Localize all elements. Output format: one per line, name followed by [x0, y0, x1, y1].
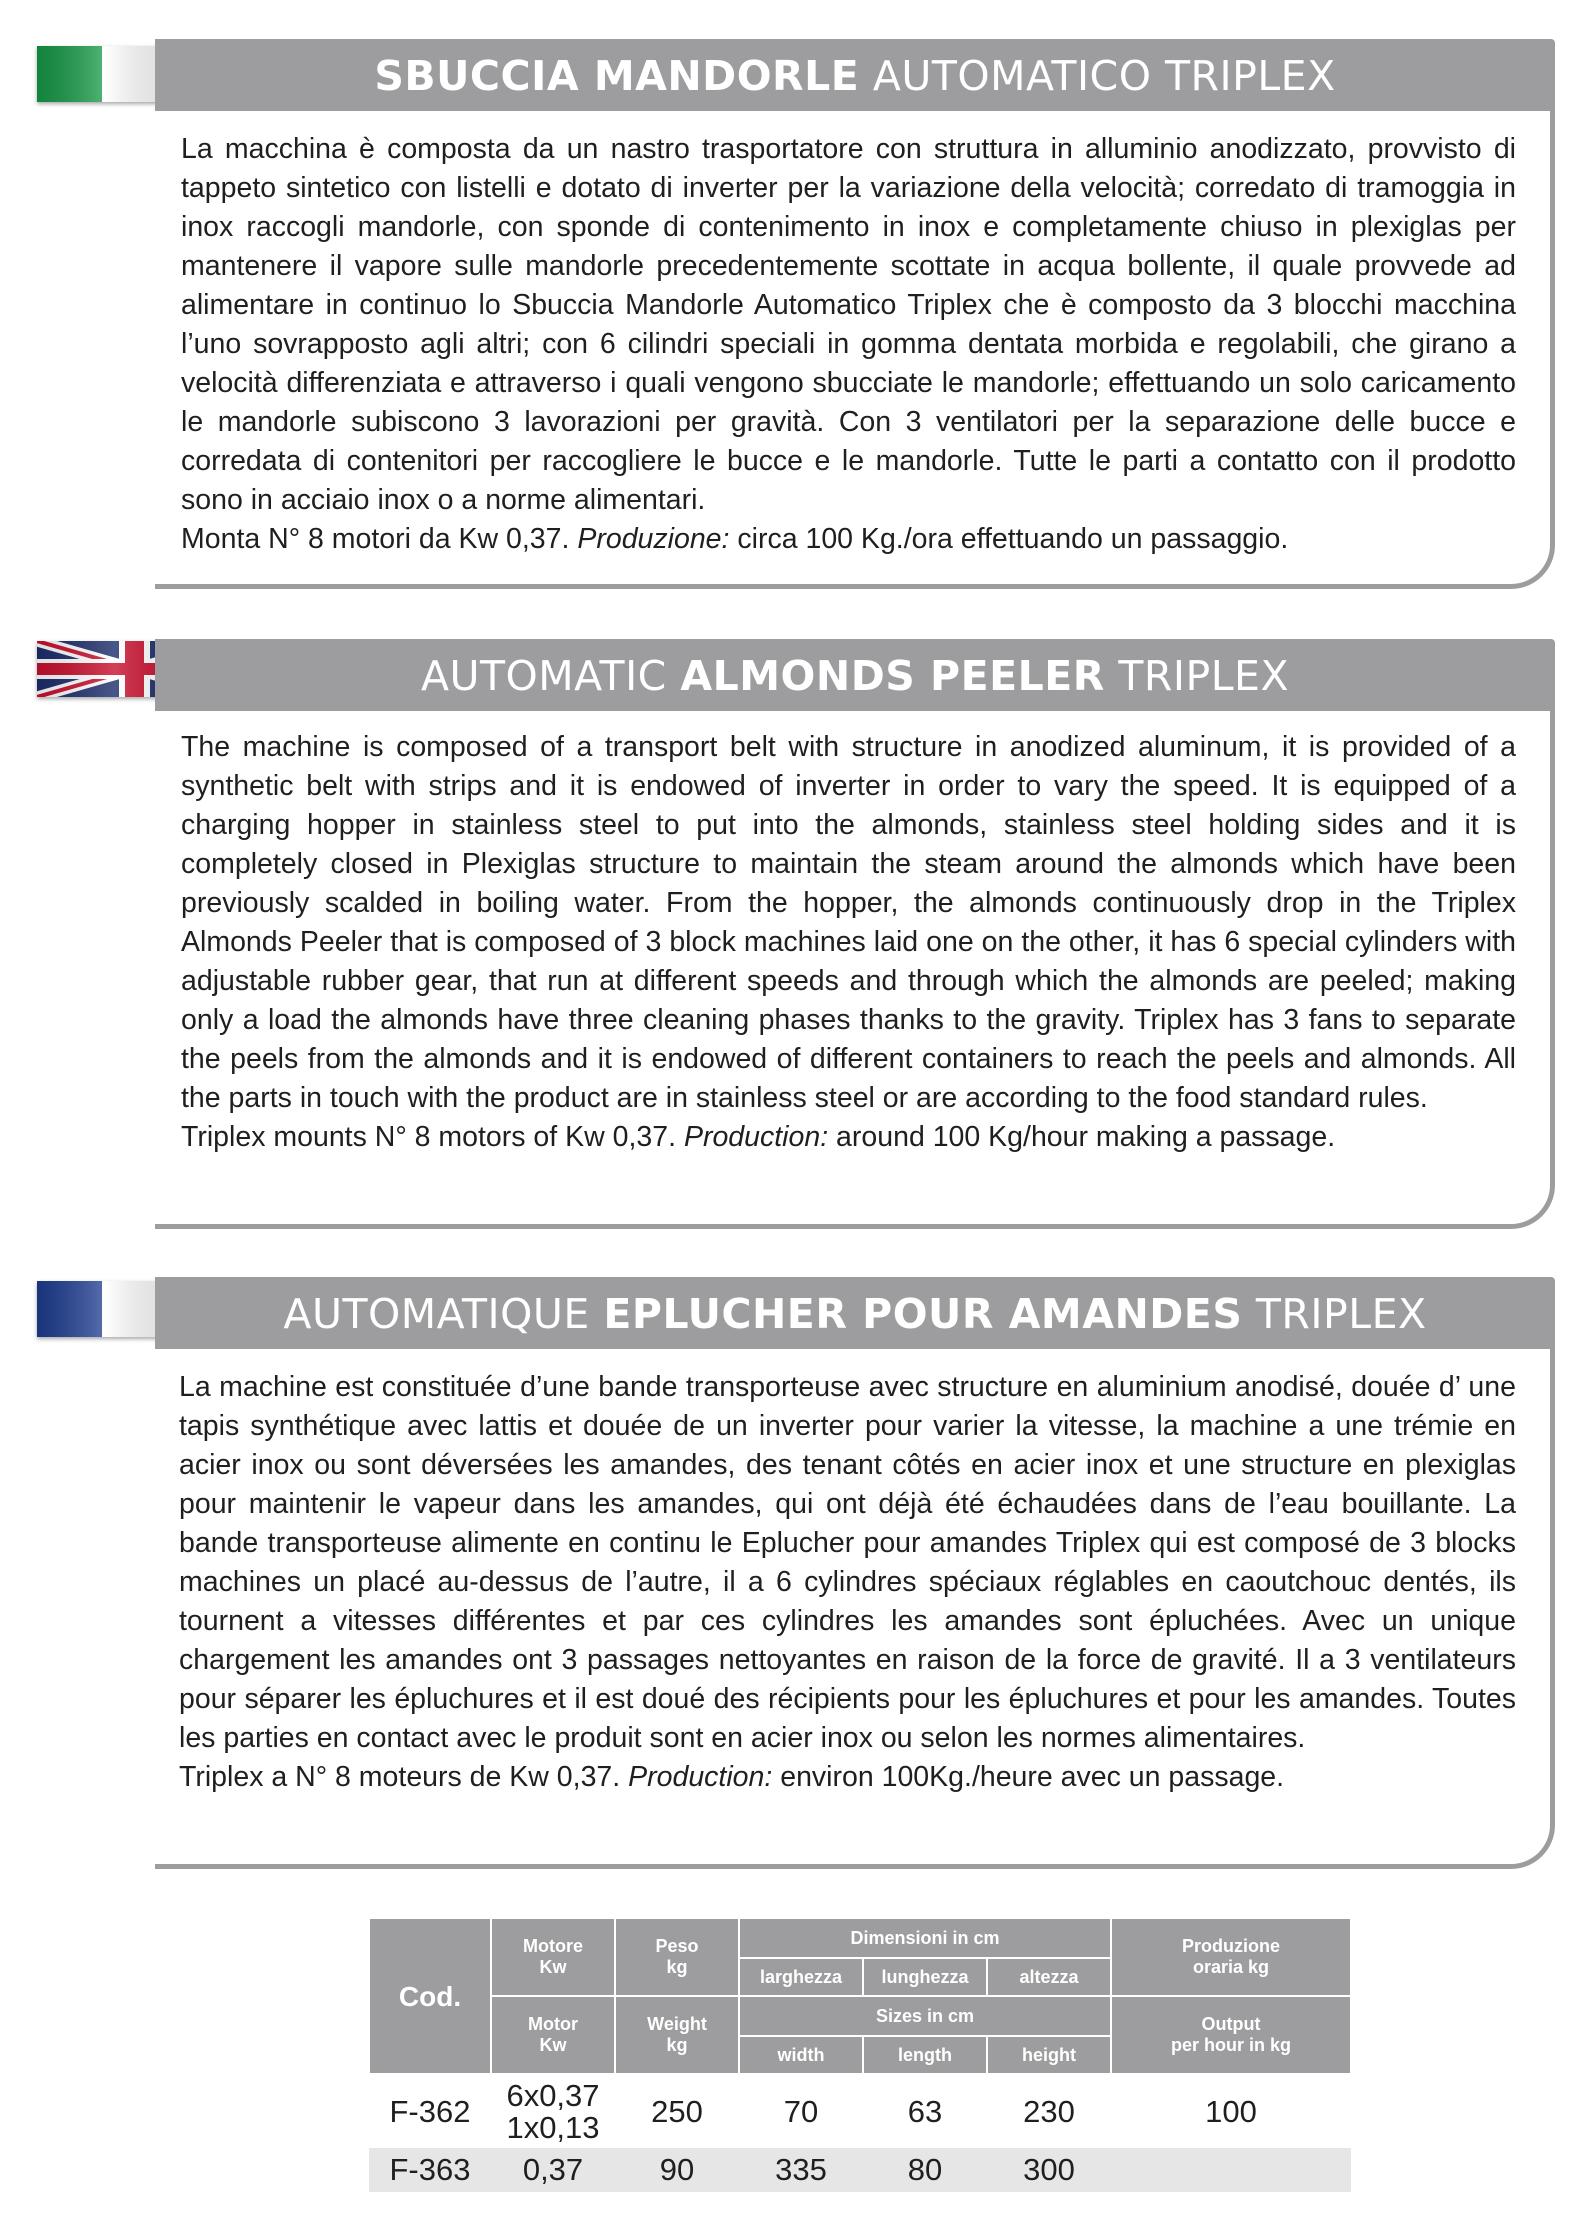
title-light: AUTOMATICO TRIPLEX: [872, 52, 1336, 100]
motors-line: Monta N° 8 motori da Kw 0,37. Produzione: circa 100 Kg./ora effettuando un passaggio.: [181, 523, 1289, 555]
header-produzione: Produzione oraria kg: [1111, 1918, 1351, 1996]
cell-motor: 0,37: [491, 2148, 615, 2192]
header-motore: Motore Kw: [491, 1918, 615, 1996]
title-light: AUTOMATIC: [420, 652, 667, 700]
header-larghezza: larghezza: [739, 1958, 863, 1996]
header-output: Output per hour in kg: [1111, 1996, 1351, 2074]
header-sizes: Sizes in cm: [739, 1996, 1111, 2036]
cell-width: 70: [783, 2093, 819, 2129]
section-title: [155, 639, 1555, 711]
production-value: around 100 Kg/hour making a passage.: [836, 1121, 1336, 1153]
cell-output: [1111, 2148, 1351, 2192]
section-title: [155, 39, 1555, 111]
production-label: Production:: [683, 1121, 829, 1153]
body-paragraph: La macchina è composta da un nastro trasportatore con struttura in alluminio anodizzato, provvisto di tappeto sintetico con listelli e dotato di inverter per la variazione della velocità; corredato di tramoggia in inox raccogli mandorle, con sponde di contenimento in inox e completamente chiuso in plexiglas per mantenere il vapore sulle mandorle precedentemente scottate in acqua bollente, il quale provvede ad alimentare in continuo lo Sbuccia Mandorle Automatico Triplex che è composto da 3 blocchi macchina l’uno sovrapposto agli altri; con 6 cilindri speciali in gomma dentata morbida e regolabili, che girano a velocità differenziata e attraverso i quali vengono sbucciate le mandorle; effettuando un solo caricamento le mandorle subiscono 3 lavorazioni per gravità. Con 3 ventilatori per la separazione delle bucce e corredata di contenitori per raccogliere le bucce e le mandorle. Tutte le parti a contatto con il prodotto sono in acciaio inox o a norme alimentari.: [181, 133, 1516, 516]
header-altezza: altezza: [987, 1958, 1111, 1996]
body-paragraph: La machine est constituée d’une bande transporteuse avec structure en aluminium anodisé, douée d’ une tapis synthétique avec lattis et douée de un inverter pour varier la vitesse, la machine a une trémie en acier inox ou sont déversées les amandes, des tenant côtés en acier inox et une structure en plexiglas pour maintenir le vapeur dans les amandes, qui ont déjà été échaudées dans de l’eau bouillante. La bande transporteuse alimente en continu le Eplucher pour amandes Triplex qui est composé de 3 blocks machines un placé au-dessus de l’autre, il a 6 cylindres spéciaux réglables en caoutchouc dentés, ils tournent a vitesses différentes et par ces cylindres les amandes sont épluchées. Avec un unique chargement les amandes ont 3 passages nettoyantes en raison de la force de gravité. Il a 3 ventilateurs pour séparer les épluchures et il est doué des récipients pour les épluchures et pour les amandes. Toutes les parties en contact avec le produit sont en acier inox ou selon les normes alimentaires.: [179, 1371, 1516, 1754]
cell-height: 300: [987, 2148, 1111, 2192]
header-peso: Peso kg: [615, 1918, 739, 1996]
section-body: [181, 728, 1516, 1157]
title-light: TRIPLEX: [1118, 652, 1290, 700]
production-value: circa 100 Kg./ora effettuando un passaggio.: [737, 523, 1289, 555]
title-bold: EPLUCHER POUR AMANDES: [603, 1290, 1243, 1338]
motors-line: Triplex mounts N° 8 motors of Kw 0,37. Production: around 100 Kg/hour making a passage.: [181, 1121, 1336, 1153]
cell-length: 63: [907, 2093, 943, 2129]
section-header-bar: [155, 39, 1555, 111]
title-light: AUTOMATIQUE: [283, 1290, 590, 1338]
cell-weight: 250: [651, 2093, 703, 2129]
body-paragraph: The machine is composed of a transport belt with structure in anodized aluminum, it is provided of a synthetic belt with strips and it is endowed of inverter in order to vary the speed. It is equipped of a charging hopper in stainless steel to put into the almonds, stainless steel holding sides and it is completely closed in Plexiglas structure to maintain the steam around the almonds which have been previously scalded in boiling water. From the hopper, the almonds continuously drop in the Triplex Almonds Peeler that is composed of 3 block machines laid one on the other, it has 6 special cylinders with adjustable rubber gear, that run at different speeds and through which the almonds are peeled; making only a load the almonds have three cleaning phases thanks to the gravity. Triplex has 3 fans to separate the peels from the almonds and it is endowed of different containers to reach the peels and almonds. All the parts in touch with the product are in stainless steel or are according to the food standard rules.: [181, 731, 1516, 1114]
header-length: length: [863, 2036, 987, 2074]
cell-width: 335: [739, 2148, 863, 2192]
header-cod: Cod.: [369, 1918, 491, 2074]
cell-output: 100: [1205, 2093, 1257, 2129]
header-width: width: [739, 2036, 863, 2074]
cell-height: 230: [1023, 2093, 1075, 2129]
production-label: Production:: [628, 1761, 773, 1793]
table-row: [369, 2148, 1351, 2192]
motors-line: Triplex a N° 8 moteurs de Kw 0,37. Production: environ 100Kg./heure avec un passage.: [179, 1761, 1285, 1793]
cell-motor: 6x0,37 1x0,13: [506, 2077, 600, 2145]
cell-length: 80: [863, 2148, 987, 2192]
header-weight: Weight kg: [615, 1996, 739, 2074]
production-value: environ 100Kg./heure avec un passage.: [780, 1761, 1285, 1793]
cell-cod: F-363: [369, 2148, 491, 2192]
section-title: [155, 1277, 1555, 1349]
table-row: [369, 2074, 1351, 2148]
header-motor: Motor Kw: [491, 1996, 615, 2074]
section-header-bar: [155, 639, 1555, 711]
spec-table: [368, 1917, 1352, 2192]
header-lunghezza: lunghezza: [863, 1958, 987, 1996]
production-label: Produzione:: [577, 523, 730, 555]
header-height: height: [987, 2036, 1111, 2074]
section-header-bar: [155, 1277, 1555, 1349]
cell-cod: F-362: [389, 2093, 471, 2129]
section-body: [181, 130, 1516, 559]
title-bold: SBUCCIA MANDORLE: [374, 52, 860, 100]
cell-weight: 90: [615, 2148, 739, 2192]
title-light: TRIPLEX: [1255, 1290, 1427, 1338]
title-bold: ALMONDS PEELER: [680, 652, 1105, 700]
header-dimensioni: Dimensioni in cm: [739, 1918, 1111, 1958]
section-body: [179, 1368, 1516, 1797]
